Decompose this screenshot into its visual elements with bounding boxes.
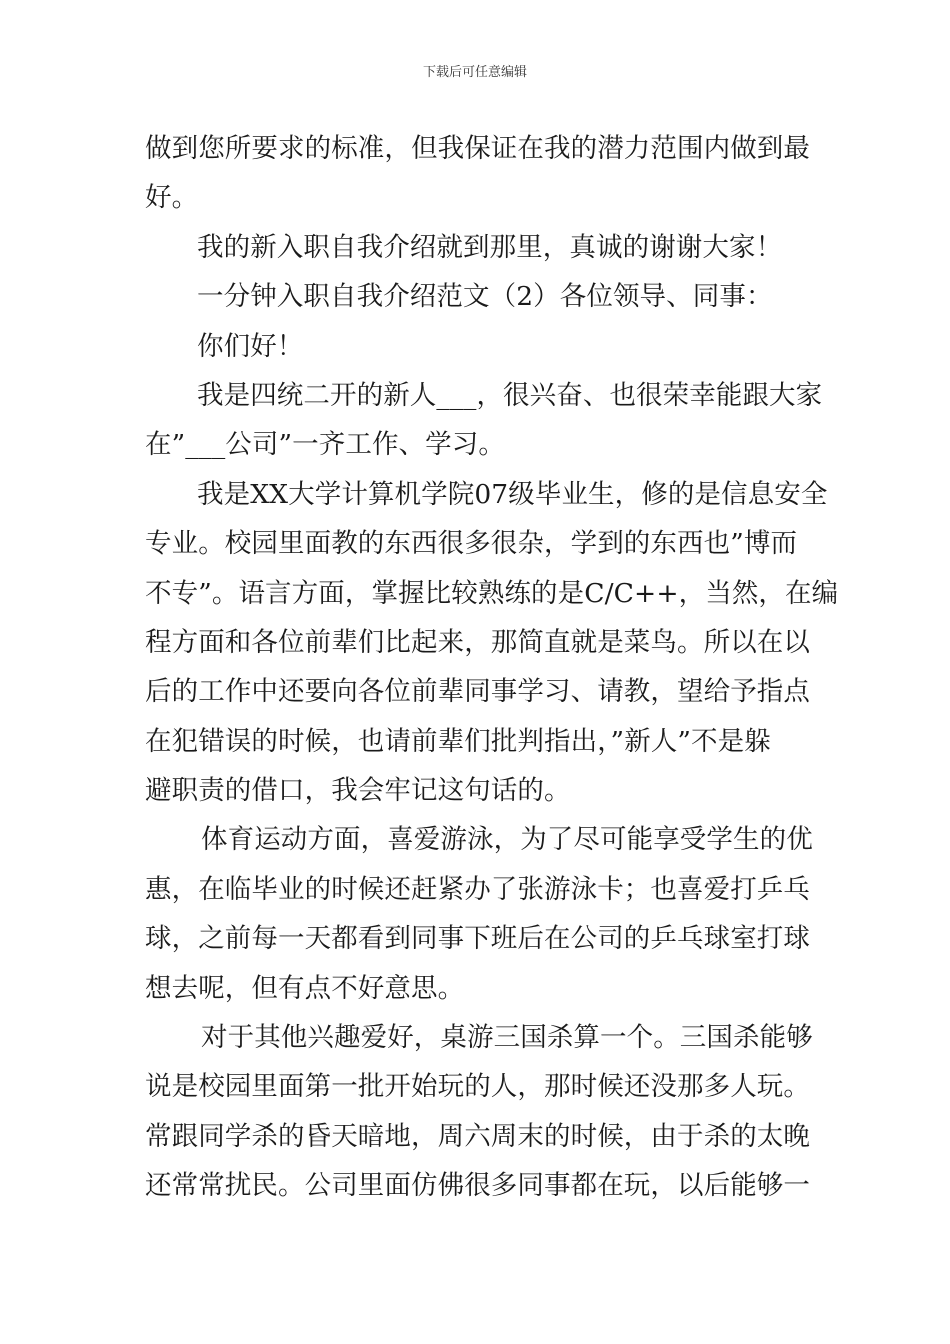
text-line-9: 专业。校园里面教的东西很多很杂，学到的东西也”博而 — [145, 528, 798, 560]
text-line-12: 后的工作中还要向各位前辈同事学习、请教，望给予指点 — [145, 676, 810, 708]
text-line-3: 我的新入职自我介绍就到那里，真诚的谢谢大家！ — [197, 231, 783, 263]
text-line-17: 球，之前每一天都看到同事下班后在公司的乒乓球室打球 — [145, 923, 810, 955]
text-line-21: 常跟同学杀的昏天暗地，周六周末的时候，由于杀的太晚 — [145, 1120, 810, 1152]
text-line-4: 一分钟入职自我介绍范文（2）各位领导、同事： — [197, 281, 773, 313]
document-body — [145, 124, 839, 1211]
text-line-8: 我是XX大学计算机学院07级毕业生，修的是信息安全 — [197, 478, 828, 510]
text-line-5: 你们好！ — [197, 330, 304, 362]
page-header: 下载后可任意编辑 — [422, 65, 527, 80]
text-line-2: 好。 — [145, 182, 199, 214]
text-line-20: 说是校园里面第一批开始玩的人，那时候还没那多人玩。 — [145, 1071, 810, 1103]
text-line-22: 还常常扰民。公司里面仿佛很多同事都在玩，以后能够一 — [145, 1170, 810, 1202]
text-line-14: 避职责的借口，我会牢记这句话的。 — [145, 775, 571, 807]
text-line-13: 在犯错误的时候，也请前辈们批判指出，”新人”不是躲 — [145, 725, 771, 757]
text-line-1: 做到您所要求的标准，但我保证在我的潜力范围内做到最 — [145, 133, 810, 164]
text-line-16: 惠，在临毕业的时候还赶紧办了张游泳卡；也喜爱打乒乓 — [145, 873, 810, 905]
text-line-11: 程方面和各位前辈们比起来，那简直就是菜鸟。所以在以 — [145, 626, 810, 658]
text-line-10: 不专”。语言方面，掌握比较熟练的是C/C++，当然，在编 — [145, 577, 839, 609]
text-line-15: 体育运动方面，喜爱游泳，为了尽可能享受学生的优 — [201, 824, 813, 856]
text-line-19: 对于其他兴趣爱好，桌游三国杀算一个。三国杀能够 — [201, 1022, 813, 1054]
text-line-18: 想去呢，但有点不好意思。 — [145, 972, 465, 1004]
text-line-7: 在”___公司”一齐工作、学习。 — [145, 429, 505, 461]
text-line-6: 我是四统二开的新人___，很兴奋、也很荣幸能跟大家 — [197, 379, 823, 411]
